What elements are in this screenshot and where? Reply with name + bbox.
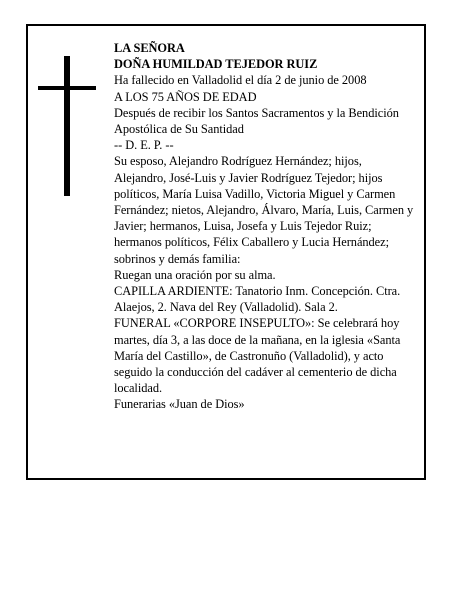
cross-icon (38, 56, 96, 196)
cross-vertical-bar (64, 56, 70, 196)
death-line: Ha fallecido en Valladolid el día 2 de junio de 2008 (114, 73, 367, 88)
cross-horizontal-bar (38, 86, 96, 90)
age-line: A LOS 75 AÑOS DE EDAD (114, 89, 257, 104)
dep-line: -- D. E. P. -- (114, 138, 174, 153)
title-line: LA SEÑORA (114, 41, 185, 55)
notice-text (114, 40, 414, 413)
sacraments-paragraph: Después de recibir los Santos Sacramentos y la Bendición Apostólica de Su Santidad (114, 105, 399, 137)
family-paragraph: Su esposo, Alejandro Rodríguez Hernández; hijos, Alejandro, José-Luis y Javier Rodríguez Tejedor; hijos políticos, María Luisa Vadillo, Victoria Miguel y Carmen Fernández; nietos, Alejandro, Álvaro, María, Luis, Carmen y Javier; hermanos, Luisa, Josefa y Luis Tejedor Ruiz; hermanos políticos, Félix Caballero y Lucia Hernández; sobrinos y demás familia: (114, 154, 414, 266)
chapel-paragraph: CAPILLA ARDIENTE: Tanatorio Inm. Concepción. Ctra. Alaejos, 2. Nava del Rey (Valladolid). Sala 2. (114, 284, 401, 315)
prayer-line: Ruegan una oración por su alma. (114, 267, 276, 282)
funeral-home-line: Funerarias «Juan de Dios» (114, 397, 245, 412)
funeral-paragraph: FUNERAL «CORPORE INSEPULTO»: Se celebrará hoy martes, día 3, a las doce de la mañana, en la iglesia «Santa María del Castillo», de Castronuño (Valladolid), y acto seguido la conducción del cadáver al cementerio de dicha localidad. (114, 316, 401, 396)
deceased-name: DOÑA HUMILDAD TEJEDOR RUIZ (114, 57, 318, 72)
